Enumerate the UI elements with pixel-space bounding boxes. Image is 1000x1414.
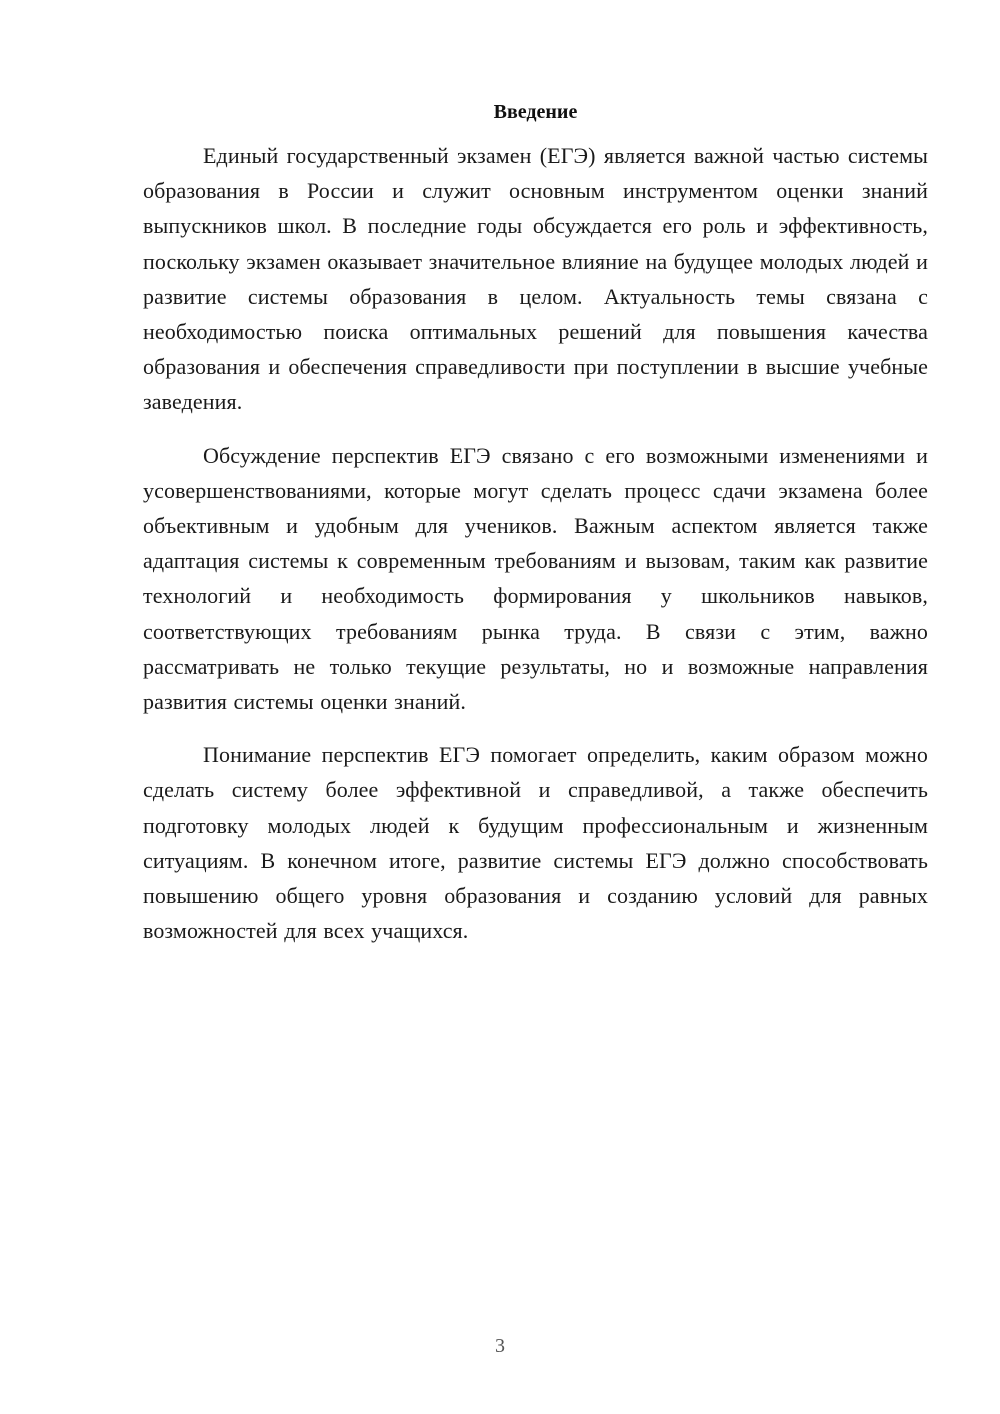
paragraph-3: Понимание перспектив ЕГЭ помогает определить, каким образом можно сделать систему более эффективной и справедливой, а также обеспечить подготовку молодых людей к будущим профессиональным и жизненным ситуациям. В конечном итоге, развитие системы ЕГЭ должно способствовать повышению общего уровня образования и созданию условий для равных возможностей для всех учащихся. — [143, 742, 928, 944]
section-heading: Введение — [493, 101, 578, 123]
paragraph-2: Обсуждение перспектив ЕГЭ связано с его возможными изменениями и усовершенствованиями, которые могут сделать процесс сдачи экзамена более объективным и удобным для учеников. Важным аспектом является также адаптация системы к современным требованиям и вызовам, таким как развитие технологий и необходимость формирования у школьников навыков, соответствующих требованиям рынка труда. В связи с этим, важно рассматривать не только текущие результаты, но и возможные направления развития системы оценки знаний. — [143, 442, 928, 715]
page-content — [143, 96, 928, 966]
paragraph-1: Единый государственный экзамен (ЕГЭ) является важной частью системы образования в России и служит основным инструментом оценки знаний выпускников школ. В последние годы обсуждается его роль и эффективность, поскольку экзамен оказывает значительное влияние на будущее молодых людей и развитие системы образования в целом. Актуальность темы связана с необходимостью поиска оптимальных решений для повышения качества образования и обеспечения справедливости при поступлении в высшие учебные заведения. — [143, 143, 928, 415]
page-number: 3 — [495, 1335, 505, 1357]
